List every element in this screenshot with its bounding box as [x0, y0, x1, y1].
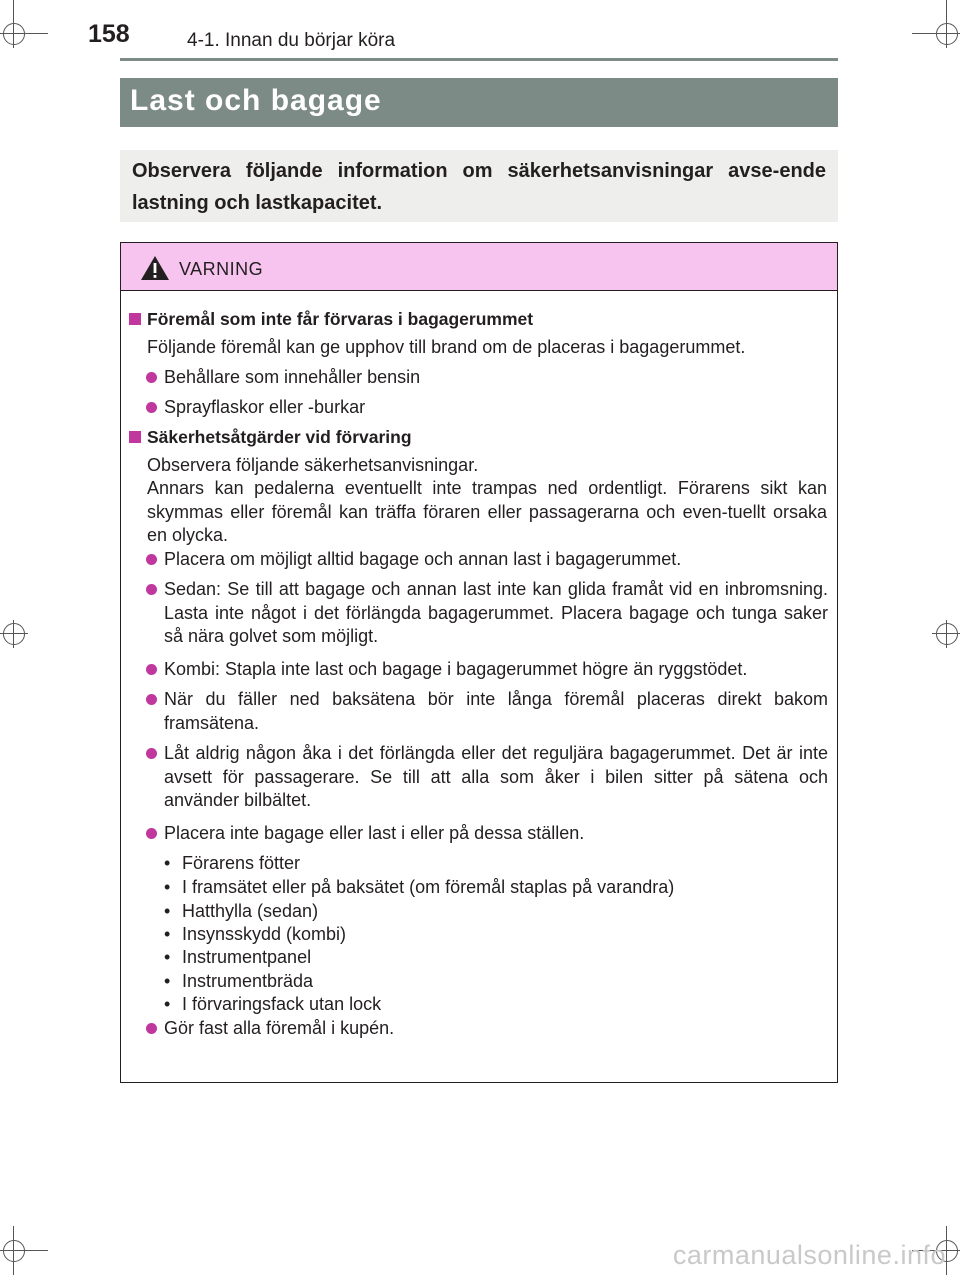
sub-list-item: • I framsätet eller på baksätet (om föremål staplas på varandra)	[164, 877, 675, 897]
warning-triangle-icon	[140, 255, 170, 281]
sub-list-item: • Insynsskydd (kombi)	[164, 924, 347, 944]
bullet-dot	[146, 372, 157, 383]
bullet-dot	[146, 1023, 157, 1034]
bullet-dot	[146, 402, 157, 413]
section-marker	[129, 431, 141, 443]
sub-list-item: • Instrumentbräda	[164, 971, 314, 991]
bullet-dot	[146, 554, 157, 565]
sub-list-item: • I förvaringsfack utan lock	[164, 994, 382, 1014]
bullet-item: Låt aldrig någon åka i det förlängda eller det reguljära bagagerummet. Det är inte avsett för passagerare. Se till att alla som åker i bilen sitter på sätena och använder bilbältet.	[164, 743, 828, 810]
section-title: Last och bagage	[130, 84, 382, 117]
watermark: carmanualsonline.info	[672, 1240, 946, 1270]
bullet-item: Placera om möjligt alltid bagage och annan last i bagagerummet.	[164, 549, 682, 569]
bullet-item: Gör fast alla föremål i kupén.	[164, 1018, 395, 1038]
bullet-dot	[146, 664, 157, 675]
bullet-item: Kombi: Stapla inte last och bagage i bagagerummet högre än ryggstödet.	[164, 659, 748, 679]
bullet-item: När du fäller ned baksätena bör inte långa föremål placeras direkt bakom framsätena.	[164, 689, 828, 733]
header-rule	[120, 58, 838, 61]
chapter-heading: 4-1. Innan du börjar köra	[187, 30, 396, 51]
page-number: 158	[88, 20, 130, 48]
section-text: Annars kan pedalerna eventuellt inte trampas ned ordentligt. Förarens sikt kan skymmas eller föremål kan träffa föraren eller passagerarna och even-tuellt orsaka en olycka.	[147, 478, 827, 545]
intro-text: Observera följande information om säkerhetsanvisningar avse-ende lastning och lastkapacitet.	[132, 160, 826, 214]
sub-list-item: • Hatthylla (sedan)	[164, 901, 319, 921]
sub-list-item: • Förarens fötter	[164, 853, 301, 873]
intro-box	[120, 150, 838, 222]
warning-label: VARNING	[179, 259, 264, 279]
warning-header	[121, 243, 837, 291]
section-text-line: Observera följande säkerhetsanvisningar.	[147, 455, 479, 475]
bullet-dot	[146, 828, 157, 839]
section-title-bar	[120, 78, 838, 127]
bullet-dot	[146, 584, 157, 595]
bullet-item: Behållare som innehåller bensin	[164, 367, 421, 387]
section-text: Följande föremål kan ge upphov till brand om de placeras i bagagerummet.	[147, 337, 746, 357]
bullet-item: Placera inte bagage eller last i eller på dessa ställen.	[164, 823, 585, 843]
warning-box	[120, 242, 838, 1083]
section-marker	[129, 313, 141, 325]
sub-list-item: • Instrumentpanel	[164, 947, 312, 967]
bullet-item: Sprayflaskor eller -burkar	[164, 397, 366, 417]
bullet-dot	[146, 748, 157, 759]
section-title-storage-forbidden: Föremål som inte får förvaras i bagagerummet	[147, 309, 534, 329]
section-title-storage-precautions: Säkerhetsåtgärder vid förvaring	[147, 427, 412, 447]
bullet-item: Sedan: Se till att bagage och annan last inte kan glida framåt vid en inbromsning. Lasta inte något i det förlängda bagagerummet. Placera bagage och tunga saker så nära golvet som möjligt.	[164, 579, 828, 646]
bullet-dot	[146, 694, 157, 705]
